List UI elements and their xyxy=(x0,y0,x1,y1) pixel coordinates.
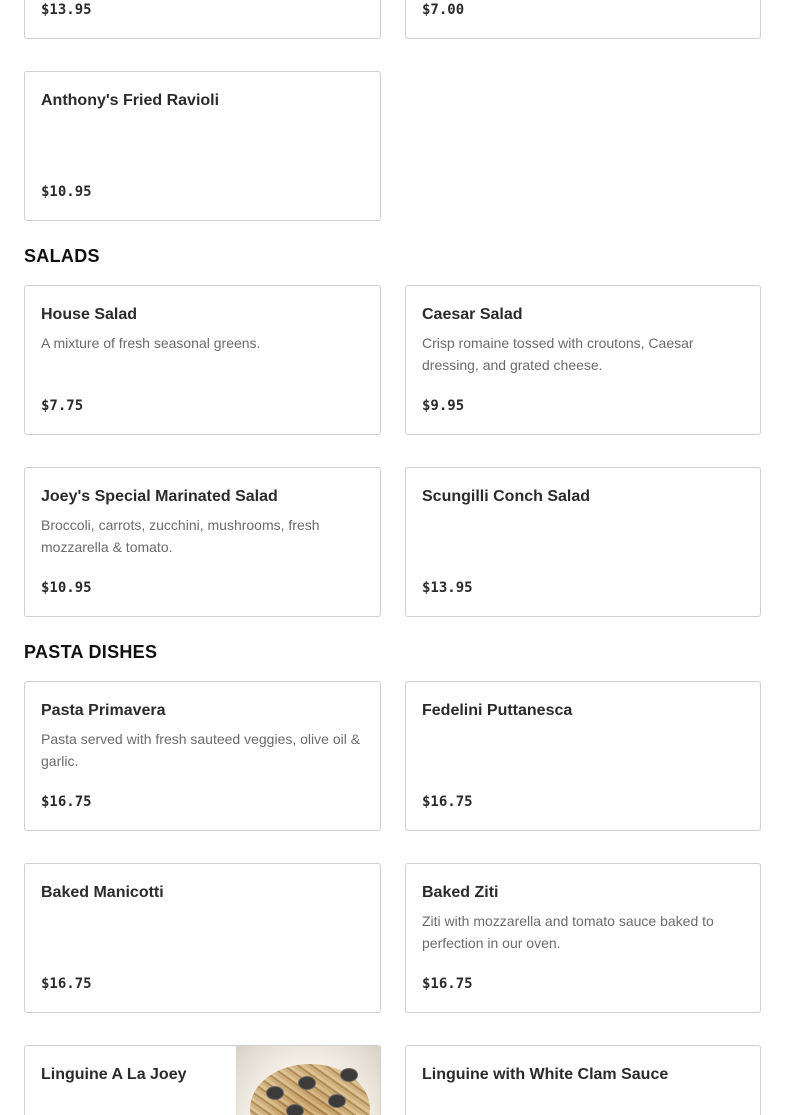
item-description: Pasta served with fresh sauteed veggies, olive oil & garlic. xyxy=(41,731,361,769)
item-name: Linguine with White Clam Sauce xyxy=(422,1066,669,1083)
item-price: $13.95 xyxy=(422,580,473,596)
item-price: $10.95 xyxy=(41,184,92,200)
menu-item-card[interactable] xyxy=(24,863,381,1013)
item-price: $16.75 xyxy=(422,976,473,992)
menu-item-card[interactable] xyxy=(24,71,381,221)
item-name: House Salad xyxy=(41,306,138,323)
menu-item-card[interactable] xyxy=(405,467,761,617)
item-price: $7.75 xyxy=(41,398,84,414)
item-name: Fedelini Puttanesca xyxy=(422,702,573,719)
item-description: Broccoli, carrots, zucchini, mushrooms, fresh mozzarella & tomato. xyxy=(41,517,320,555)
item-name: Pasta Primavera xyxy=(41,702,166,719)
menu-item-card[interactable] xyxy=(405,863,761,1013)
menu-item-card[interactable] xyxy=(405,1045,761,1115)
item-name: Baked Manicotti xyxy=(41,884,164,901)
item-description: A mixture of fresh seasonal greens. xyxy=(41,335,261,351)
dish-photo xyxy=(236,1046,380,1115)
item-name: Joey's Special Marinated Salad xyxy=(41,488,278,505)
item-price: $16.75 xyxy=(422,794,473,810)
item-price: $10.95 xyxy=(41,580,92,596)
item-price: $13.95 xyxy=(41,2,92,18)
menu-item-card[interactable] xyxy=(24,1045,381,1115)
item-price: $7.00 xyxy=(422,2,465,18)
section-title-pasta: PASTA DISHES xyxy=(24,642,158,662)
menu-item-card[interactable] xyxy=(405,0,761,39)
menu-item-card[interactable] xyxy=(24,467,381,617)
item-description: Crisp romaine tossed with croutons, Caesar dressing, and grated cheese. xyxy=(422,335,694,373)
item-name: Caesar Salad xyxy=(422,306,523,323)
menu-item-card[interactable] xyxy=(405,681,761,831)
item-name: Anthony's Fried Ravioli xyxy=(41,92,220,109)
section-title-salads: SALADS xyxy=(24,246,100,266)
menu-item-card[interactable] xyxy=(24,0,381,39)
menu-item-card[interactable] xyxy=(24,285,381,435)
item-name: Scungilli Conch Salad xyxy=(422,488,591,505)
item-name: Baked Ziti xyxy=(422,884,499,901)
menu-item-card[interactable] xyxy=(24,681,381,831)
item-description: Ziti with mozzarella and tomato sauce baked to perfection in our oven. xyxy=(422,913,714,951)
item-price: $16.75 xyxy=(41,794,92,810)
item-price: $9.95 xyxy=(422,398,465,414)
item-price: $16.75 xyxy=(41,976,92,992)
item-name: Linguine A La Joey xyxy=(41,1066,187,1083)
menu-item-card[interactable] xyxy=(405,285,761,435)
